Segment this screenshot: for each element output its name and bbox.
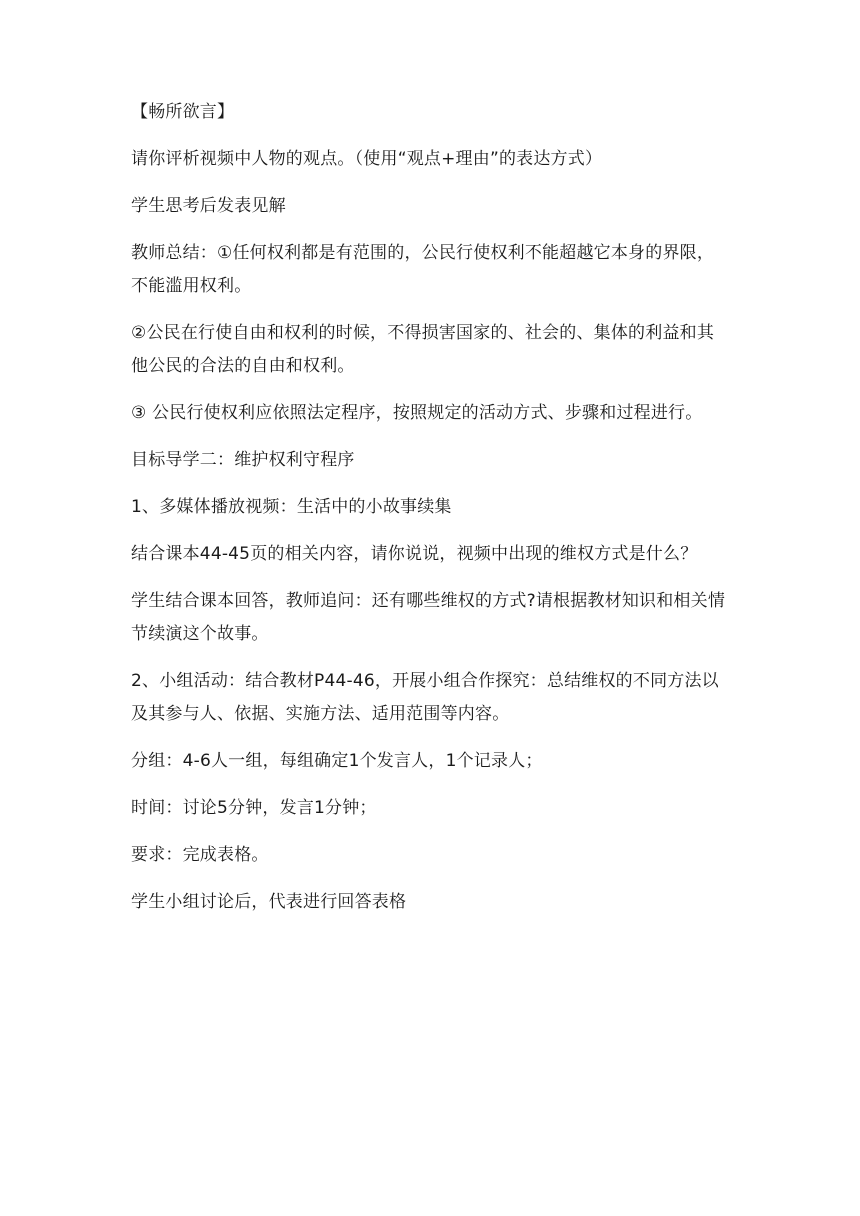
paragraph: 学生思考后发表见解 [131, 196, 286, 216]
paragraph: ③ 公民行使权利应依照法定程序，按照规定的活动方式、步骤和过程进行。 [131, 403, 703, 423]
document-body [131, 96, 731, 933]
paragraph: 2、小组活动：结合教材P44-46，开展小组合作探究：总结维权的不同方法以及其参与人、依据、实施方法、适用范围等内容。 [131, 671, 719, 724]
paragraph: 请你评析视频中人物的观点。（使用“观点+理由”的表达方式） [131, 149, 603, 169]
paragraph: 要求：完成表格。 [131, 845, 269, 865]
section-heading: 【畅所欲言】 [131, 102, 235, 122]
paragraph: 1、多媒体播放视频：生活中的小故事续集 [131, 497, 452, 517]
section-heading: 目标导学二：维护权利守程序 [131, 450, 355, 470]
paragraph: 教师总结：①任何权利都是有范围的，公民行使权利不能超越它本身的界限，不能滥用权利。 [131, 243, 715, 296]
paragraph: 结合课本44-45页的相关内容，请你说说，视频中出现的维权方式是什么？ [131, 544, 698, 564]
paragraph: 分组：4-6人一组，每组确定1个发言人，1个记录人； [131, 751, 543, 771]
paragraph: 时间：讨论5分钟，发言1分钟； [131, 798, 377, 818]
paragraph: ②公民在行使自由和权利的时候，不得损害国家的、社会的、集体的利益和其他公民的合法的自由和权利。 [131, 323, 715, 376]
paragraph: 学生小组讨论后，代表进行回答表格 [131, 892, 407, 912]
paragraph: 学生结合课本回答，教师追问：还有哪些维权的方式?请根据教材知识和相关情节续演这个故事。 [131, 591, 726, 644]
